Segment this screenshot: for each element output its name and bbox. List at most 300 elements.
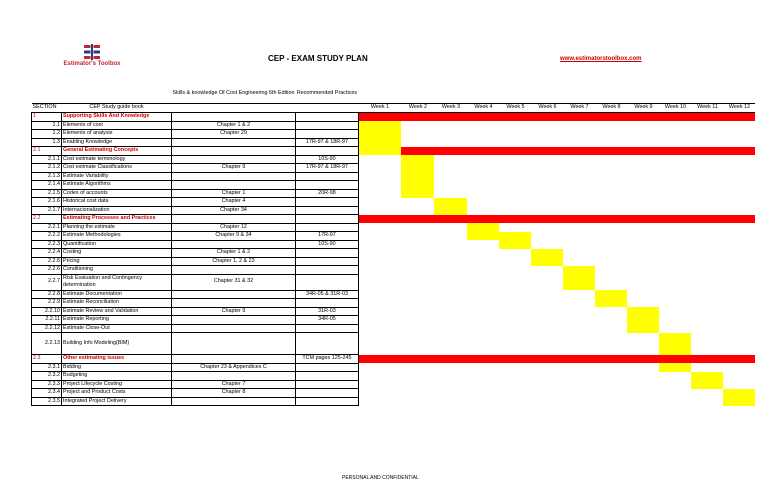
- week-cell: [627, 333, 659, 355]
- section-number: 2.3.2: [32, 372, 62, 381]
- week-header: Week 8: [595, 104, 627, 113]
- week-header: Week 1: [358, 104, 401, 113]
- study-week-cell: [627, 307, 659, 316]
- topic-row: [32, 290, 756, 299]
- study-week-cell: [627, 316, 659, 325]
- week-cell: [563, 130, 595, 139]
- week-cell: [563, 397, 595, 406]
- week-cell: [627, 240, 659, 249]
- week-cell: [723, 206, 755, 215]
- week-cell: [595, 164, 627, 173]
- section-bar: [627, 355, 659, 364]
- week-cell: [358, 324, 401, 333]
- week-cell: [563, 333, 595, 355]
- week-cell: [659, 121, 691, 130]
- recommended-practice: [295, 274, 358, 290]
- study-week-cell: [467, 232, 499, 241]
- study-week-cell: [434, 198, 467, 207]
- week-cell: [595, 232, 627, 241]
- recommended-practice: [295, 372, 358, 381]
- week-cell: [401, 223, 434, 232]
- topic-row: [32, 397, 756, 406]
- section-number: 2.2.6: [32, 266, 62, 275]
- topic-label: Costing: [62, 249, 172, 258]
- week-cell: [627, 363, 659, 372]
- week-cell: [691, 189, 723, 198]
- week-cell: [659, 290, 691, 299]
- week-cell: [434, 164, 467, 173]
- section-number: 1.1: [32, 121, 62, 130]
- week-cell: [659, 307, 691, 316]
- study-week-cell: [358, 147, 401, 156]
- week-cell: [434, 155, 467, 164]
- week-cell: [434, 172, 467, 181]
- week-cell: [723, 274, 755, 290]
- week-cell: [723, 266, 755, 275]
- topic-label: Building Info Modeling(BIM): [62, 333, 172, 355]
- section-bar: [723, 355, 755, 364]
- week-cell: [401, 372, 434, 381]
- section-number: 2.2.8: [32, 290, 62, 299]
- week-cell: [691, 333, 723, 355]
- week-cell: [531, 324, 563, 333]
- section-bar: [434, 355, 467, 364]
- section-bar: [358, 113, 401, 122]
- week-cell: [627, 189, 659, 198]
- study-week-cell: [358, 138, 401, 147]
- week-cell: [691, 299, 723, 308]
- section-number: 2.2.2: [32, 232, 62, 241]
- week-cell: [627, 290, 659, 299]
- week-cell: [691, 164, 723, 173]
- week-cell: [401, 380, 434, 389]
- week-cell: [499, 206, 531, 215]
- week-cell: [595, 363, 627, 372]
- topic-label: Historical cost data: [62, 198, 172, 207]
- section-bar: [659, 113, 691, 122]
- topic-label: Estimate Review and Validation: [62, 307, 172, 316]
- skills-chapter: [172, 113, 296, 122]
- week-cell: [358, 164, 401, 173]
- topic-row: [32, 307, 756, 316]
- week-cell: [723, 290, 755, 299]
- topic-row: [32, 324, 756, 333]
- week-cell: [563, 181, 595, 190]
- skills-chapter: [172, 299, 296, 308]
- week-cell: [499, 121, 531, 130]
- week-cell: [531, 164, 563, 173]
- week-cell: [691, 316, 723, 325]
- week-cell: [531, 172, 563, 181]
- week-cell: [691, 206, 723, 215]
- recommended-practice: 17R-97 & 18R-97: [295, 138, 358, 147]
- week-cell: [659, 274, 691, 290]
- topic-label: Integrated Project Delivery: [62, 397, 172, 406]
- week-cell: [723, 164, 755, 173]
- section-number: 2.1.7: [32, 206, 62, 215]
- website-link[interactable]: www.estimatorstoolbox.com: [560, 56, 642, 62]
- topic-row: [32, 274, 756, 290]
- week-cell: [531, 138, 563, 147]
- week-cell: [691, 138, 723, 147]
- week-cell: [627, 164, 659, 173]
- section-header: SECTION: [32, 104, 62, 113]
- week-cell: [434, 324, 467, 333]
- week-cell: [595, 181, 627, 190]
- week-cell: [691, 397, 723, 406]
- week-cell: [691, 155, 723, 164]
- study-week-cell: [434, 206, 467, 215]
- week-cell: [401, 198, 434, 207]
- week-cell: [723, 189, 755, 198]
- week-cell: [563, 223, 595, 232]
- week-cell: [467, 121, 499, 130]
- topic-label: Elements of analysis: [62, 130, 172, 139]
- week-cell: [499, 290, 531, 299]
- week-cell: [659, 316, 691, 325]
- logo-text: Estimator's Toolbox: [63, 61, 121, 67]
- week-cell: [659, 223, 691, 232]
- skills-chapter: Chapter 29: [172, 130, 296, 139]
- week-cell: [659, 240, 691, 249]
- week-cell: [467, 290, 499, 299]
- week-cell: [467, 206, 499, 215]
- topic-label: Project Lifecycle Costing: [62, 380, 172, 389]
- week-cell: [659, 372, 691, 381]
- week-cell: [499, 164, 531, 173]
- topic-label: Elements of cost: [62, 121, 172, 130]
- week-cell: [358, 206, 401, 215]
- recommended-practice: [295, 266, 358, 275]
- week-cell: [467, 130, 499, 139]
- week-cell: [499, 324, 531, 333]
- week-cell: [531, 266, 563, 275]
- topic-row: [32, 266, 756, 275]
- skills-chapter: [172, 155, 296, 164]
- topic-label: Estimate Reconciliation: [62, 299, 172, 308]
- skills-chapter: Chapter 4: [172, 198, 296, 207]
- week-cell: [531, 206, 563, 215]
- week-cell: [531, 274, 563, 290]
- week-cell: [499, 189, 531, 198]
- week-cell: [627, 155, 659, 164]
- week-cell: [358, 299, 401, 308]
- section-bar: [531, 355, 563, 364]
- week-cell: [627, 274, 659, 290]
- week-cell: [723, 138, 755, 147]
- week-cell: [595, 121, 627, 130]
- week-cell: [434, 389, 467, 398]
- week-cell: [595, 333, 627, 355]
- week-cell: [467, 316, 499, 325]
- skills-chapter: [172, 333, 296, 355]
- week-cell: [499, 257, 531, 266]
- week-cell: [499, 389, 531, 398]
- week-cell: [627, 380, 659, 389]
- week-cell: [659, 266, 691, 275]
- week-cell: [723, 130, 755, 139]
- week-cell: [467, 324, 499, 333]
- recommended-practice: [295, 198, 358, 207]
- week-cell: [659, 189, 691, 198]
- recommended-practice: [295, 397, 358, 406]
- skills-chapter: Chapter 1, 2 & 23: [172, 257, 296, 266]
- section-number: 2.1.3: [32, 172, 62, 181]
- skills-chapter: [172, 324, 296, 333]
- section-number: 2.2.3: [32, 240, 62, 249]
- week-cell: [434, 316, 467, 325]
- week-cell: [595, 223, 627, 232]
- topic-row: [32, 189, 756, 198]
- week-cell: [723, 324, 755, 333]
- skills-chapter: Chapter 23 & Appendices C: [172, 363, 296, 372]
- week-cell: [467, 274, 499, 290]
- study-week-cell: [401, 189, 434, 198]
- section-bar: [691, 147, 723, 156]
- study-week-cell: [499, 240, 531, 249]
- week-cell: [358, 181, 401, 190]
- section-number: 2.1.6: [32, 198, 62, 207]
- week-cell: [531, 223, 563, 232]
- week-cell: [691, 290, 723, 299]
- week-cell: [358, 380, 401, 389]
- week-cell: [563, 249, 595, 258]
- week-cell: [434, 130, 467, 139]
- section-number: 1.2: [32, 130, 62, 139]
- week-cell: [595, 380, 627, 389]
- topic-row: [32, 240, 756, 249]
- study-week-cell: [723, 389, 755, 398]
- week-cell: [531, 240, 563, 249]
- section-number: 1.3: [32, 138, 62, 147]
- study-week-cell: [358, 130, 401, 139]
- week-cell: [401, 266, 434, 275]
- recommended-practice: [295, 249, 358, 258]
- week-cell: [401, 397, 434, 406]
- week-cell: [691, 121, 723, 130]
- topic-row: [32, 223, 756, 232]
- study-week-cell: [563, 266, 595, 275]
- section-number: 2.3.1: [32, 363, 62, 372]
- week-cell: [691, 198, 723, 207]
- section-bar: [401, 147, 434, 156]
- week-cell: [659, 181, 691, 190]
- section-bar: [595, 355, 627, 364]
- topic-row: [32, 380, 756, 389]
- skills-chapter: Chapter 12: [172, 223, 296, 232]
- week-cell: [499, 266, 531, 275]
- footer-text: PERSONAL AND CONFIDENTIAL: [342, 475, 419, 481]
- week-cell: [723, 316, 755, 325]
- week-cell: [358, 198, 401, 207]
- week-cell: [595, 257, 627, 266]
- week-cell: [723, 232, 755, 241]
- week-cell: [627, 397, 659, 406]
- skills-chapter: Chapter 9: [172, 164, 296, 173]
- week-cell: [723, 121, 755, 130]
- week-cell: [499, 172, 531, 181]
- section-bar: [691, 215, 723, 224]
- topic-row: [32, 121, 756, 130]
- week-cell: [531, 130, 563, 139]
- section-bar: [499, 355, 531, 364]
- skills-chapter: Chapter 1 & 2: [172, 121, 296, 130]
- week-cell: [563, 172, 595, 181]
- week-cell: [563, 380, 595, 389]
- week-cell: [563, 232, 595, 241]
- week-cell: [563, 316, 595, 325]
- section-bar: [723, 215, 755, 224]
- section-bar: [467, 147, 499, 156]
- skills-chapter: [172, 138, 296, 147]
- topic-label: Pricing: [62, 257, 172, 266]
- week-cell: [358, 232, 401, 241]
- recommended-practice: [295, 113, 358, 122]
- week-cell: [691, 223, 723, 232]
- week-cell: [467, 240, 499, 249]
- week-cell: [659, 380, 691, 389]
- week-cell: [358, 266, 401, 275]
- section-bar: [627, 147, 659, 156]
- skills-chapter: Chapter 7: [172, 380, 296, 389]
- skills-chapter: [172, 372, 296, 381]
- week-cell: [691, 266, 723, 275]
- skills-chapter: Chapter 31 & 32: [172, 274, 296, 290]
- section-bar: [358, 355, 401, 364]
- week-cell: [723, 181, 755, 190]
- week-cell: [358, 249, 401, 258]
- section-bar: [659, 355, 691, 364]
- week-cell: [691, 307, 723, 316]
- recommended-practice: [295, 121, 358, 130]
- week-cell: [467, 363, 499, 372]
- week-cell: [627, 249, 659, 258]
- guide-header: CEP Study guide book: [62, 104, 172, 113]
- week-cell: [691, 363, 723, 372]
- section-number: 2.2.13: [32, 333, 62, 355]
- skills-chapter: Chapter 9 & 34: [172, 232, 296, 241]
- recommended-practice: [295, 257, 358, 266]
- week-cell: [499, 397, 531, 406]
- study-week-cell: [691, 380, 723, 389]
- skills-chapter: Chapter 1: [172, 189, 296, 198]
- week-cell: [627, 257, 659, 266]
- week-cell: [595, 198, 627, 207]
- week-cell: [563, 121, 595, 130]
- section-bar: [467, 215, 499, 224]
- week-cell: [659, 324, 691, 333]
- week-cell: [401, 232, 434, 241]
- skills-chapter: [172, 240, 296, 249]
- week-header: Week 10: [659, 104, 691, 113]
- week-cell: [358, 155, 401, 164]
- week-cell: [595, 189, 627, 198]
- week-cell: [627, 223, 659, 232]
- section-number: 2.2.11: [32, 316, 62, 325]
- week-cell: [659, 155, 691, 164]
- week-cell: [723, 257, 755, 266]
- week-cell: [595, 372, 627, 381]
- week-cell: [358, 363, 401, 372]
- section-number: 2.2.12: [32, 324, 62, 333]
- week-cell: [434, 240, 467, 249]
- week-cell: [659, 397, 691, 406]
- recommended-practice: [295, 130, 358, 139]
- topic-label: Planning the estimate: [62, 223, 172, 232]
- week-cell: [358, 372, 401, 381]
- topic-label: Estimate Reporting: [62, 316, 172, 325]
- week-cell: [563, 389, 595, 398]
- week-cell: [467, 257, 499, 266]
- week-cell: [467, 299, 499, 308]
- week-cell: [627, 198, 659, 207]
- week-cell: [467, 198, 499, 207]
- week-cell: [723, 363, 755, 372]
- week-cell: [691, 389, 723, 398]
- week-cell: [595, 172, 627, 181]
- week-cell: [401, 249, 434, 258]
- week-cell: [531, 372, 563, 381]
- recommended-practice: TCM pages 125-245: [295, 355, 358, 364]
- study-week-cell: [563, 274, 595, 290]
- section-bar: [434, 147, 467, 156]
- section-bar: [563, 113, 595, 122]
- column-header-row: [32, 104, 756, 113]
- topic-row: [32, 206, 756, 215]
- topic-row: [32, 363, 756, 372]
- skills-chapter: [172, 290, 296, 299]
- week-cell: [691, 257, 723, 266]
- topic-label: Other estimating issues: [62, 355, 172, 364]
- week-cell: [563, 363, 595, 372]
- week-cell: [563, 290, 595, 299]
- topic-row: [32, 198, 756, 207]
- week-cell: [563, 206, 595, 215]
- section-number: 2.1.5: [32, 189, 62, 198]
- section-bar: [499, 147, 531, 156]
- week-cell: [434, 232, 467, 241]
- section-bar: [358, 215, 401, 224]
- week-cell: [627, 206, 659, 215]
- skills-chapter: [172, 215, 296, 224]
- week-cell: [467, 181, 499, 190]
- recommended-practice: 10S-90: [295, 240, 358, 249]
- section-bar: [467, 355, 499, 364]
- week-cell: [358, 307, 401, 316]
- week-cell: [467, 380, 499, 389]
- recommended-practice: [295, 223, 358, 232]
- section-number: 2.2.5: [32, 257, 62, 266]
- skills-chapter: Chapter 9: [172, 307, 296, 316]
- recommended-practice: [295, 206, 358, 215]
- recommended-practice: [295, 215, 358, 224]
- topic-label: Supporting Skills And Knowledge: [62, 113, 172, 122]
- section-row: [32, 113, 756, 122]
- week-cell: [723, 155, 755, 164]
- week-cell: [595, 397, 627, 406]
- week-header: Week 12: [723, 104, 755, 113]
- week-cell: [499, 372, 531, 381]
- topic-row: [32, 333, 756, 355]
- week-cell: [434, 189, 467, 198]
- week-cell: [563, 299, 595, 308]
- week-cell: [627, 266, 659, 275]
- recommended-practice: 20R-98: [295, 189, 358, 198]
- section-number: 2.2.4: [32, 249, 62, 258]
- week-cell: [467, 372, 499, 381]
- section-number: 2.1.4: [32, 181, 62, 190]
- topic-row: [32, 181, 756, 190]
